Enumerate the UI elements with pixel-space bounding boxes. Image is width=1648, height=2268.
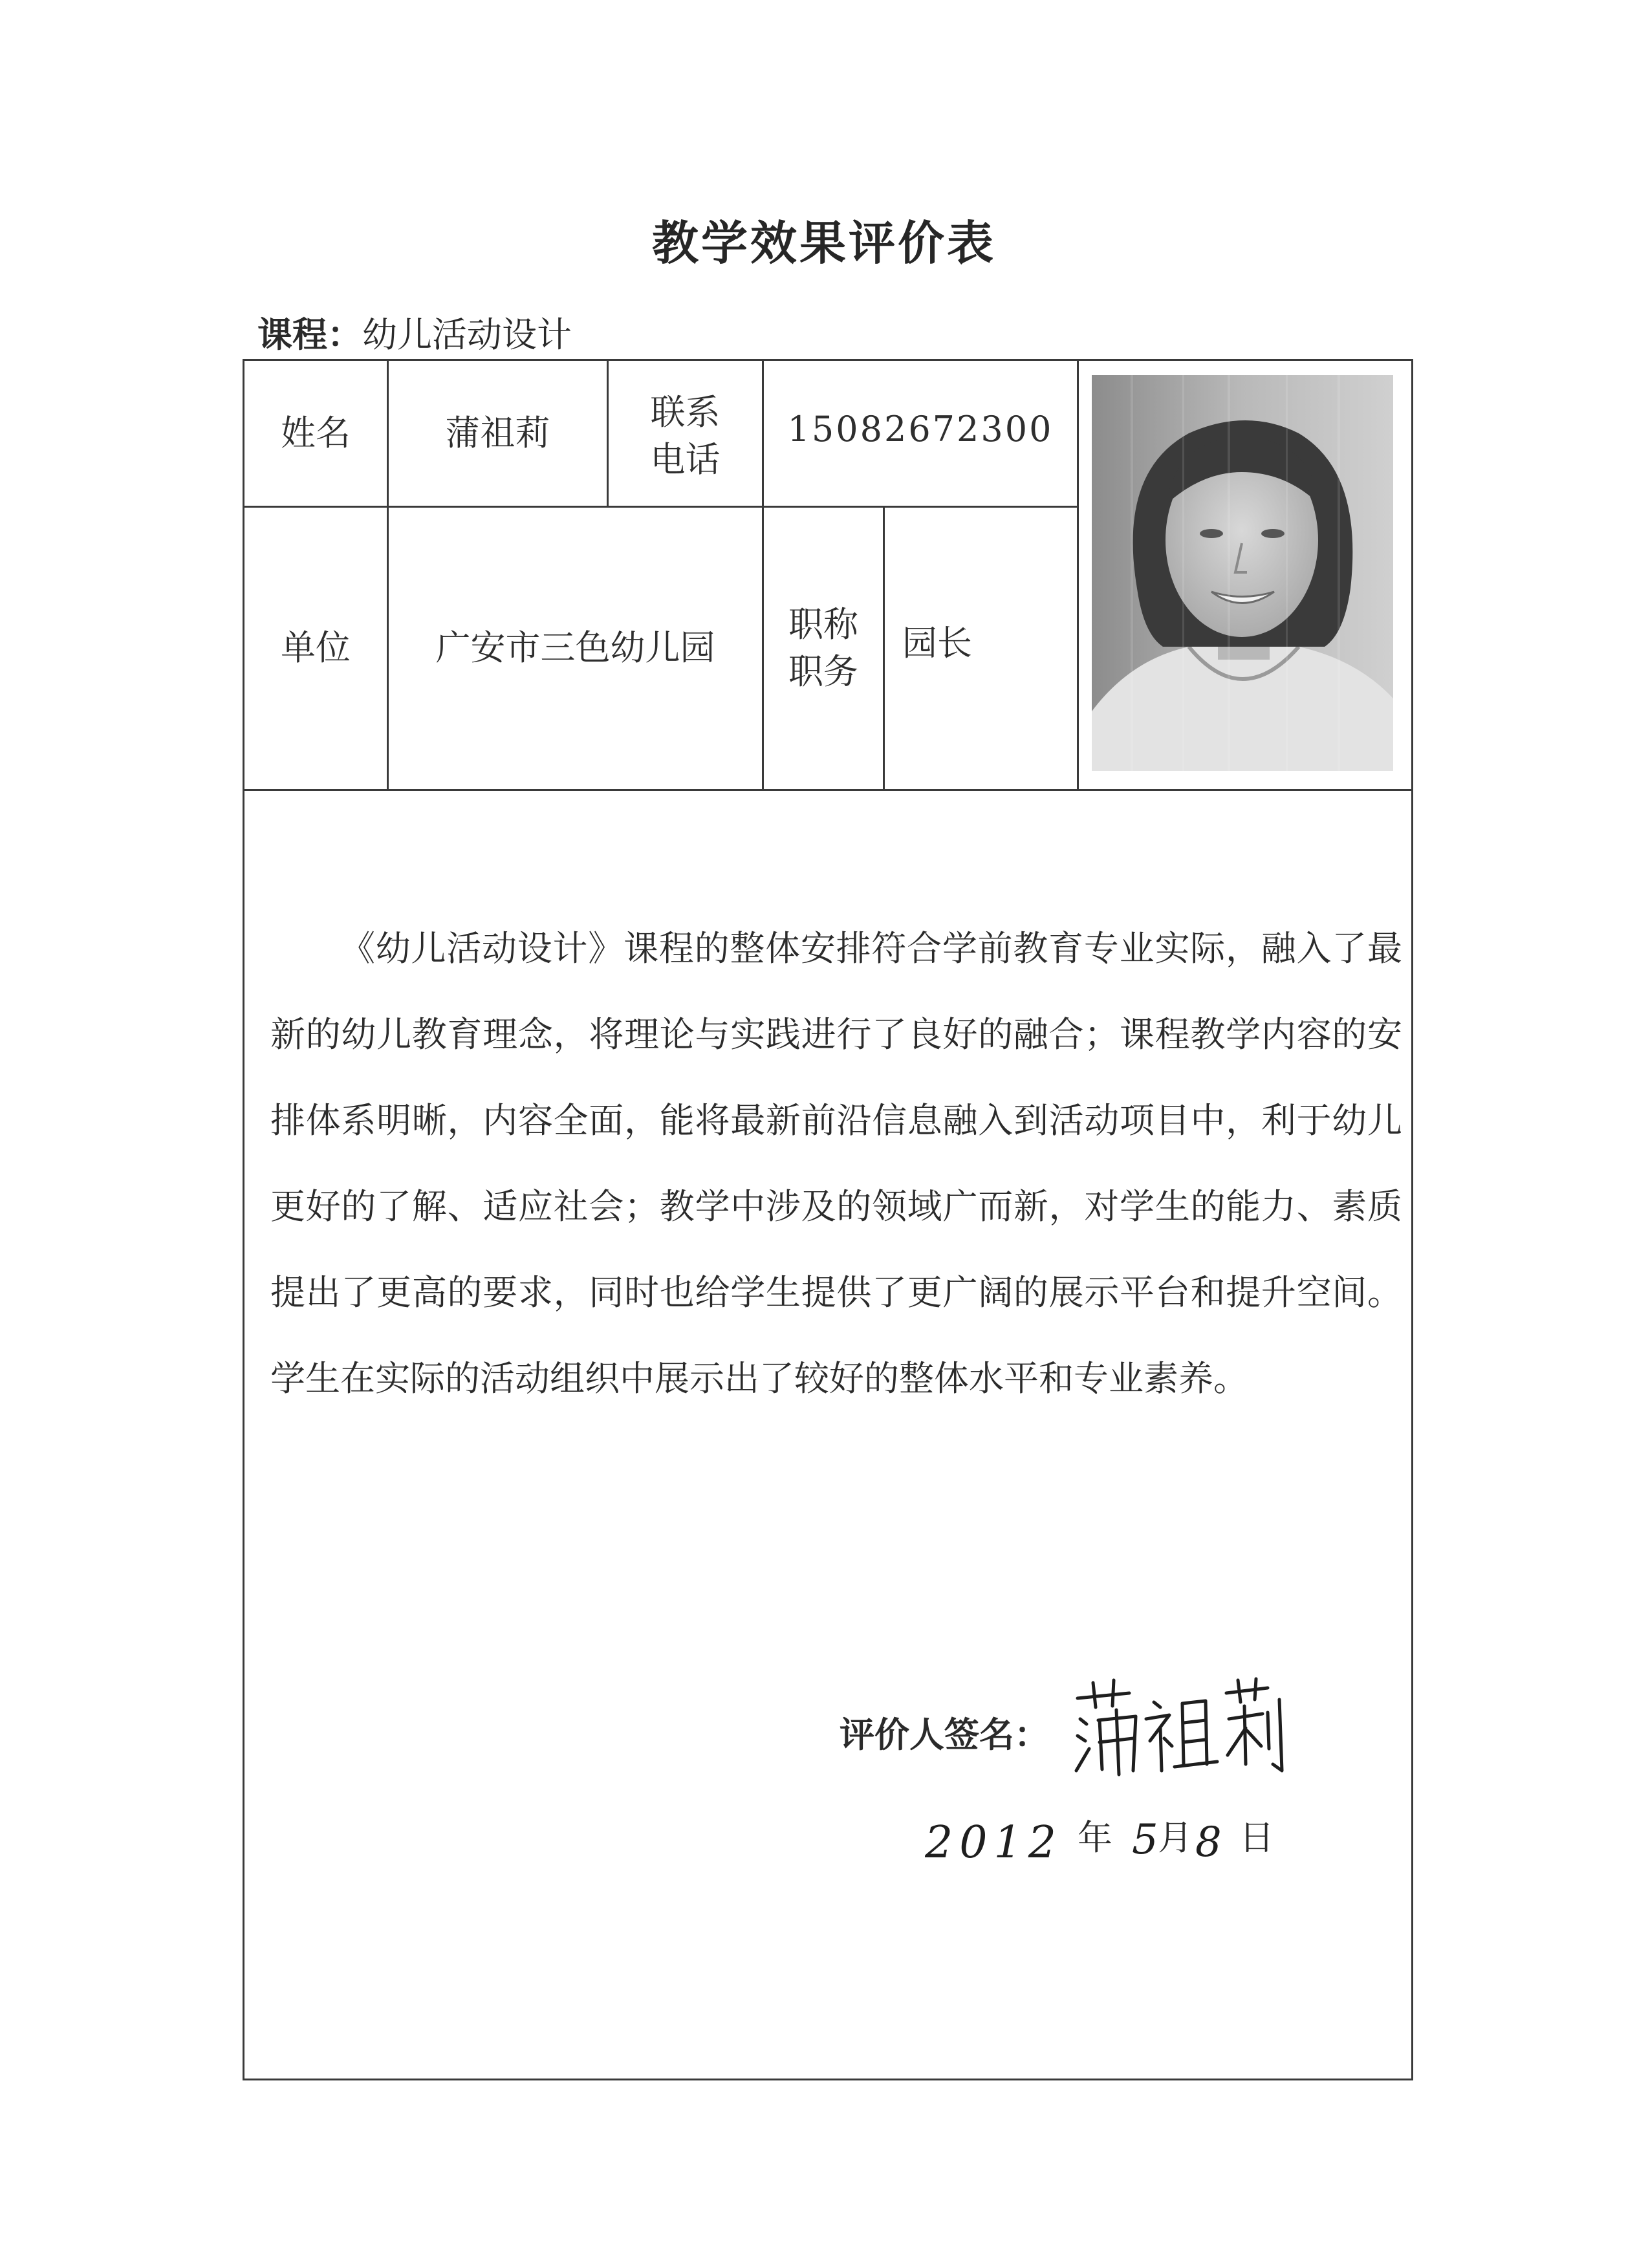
signature-icon xyxy=(1074,1674,1287,1784)
name-label: 姓名 xyxy=(281,412,351,453)
date-month: 5 xyxy=(1132,1816,1158,1864)
handwritten-date-icon xyxy=(925,1798,1313,1869)
name-value: 蒲祖莉 xyxy=(445,412,550,453)
unit-value: 广安市三色幼儿园 xyxy=(435,627,715,669)
portrait-icon xyxy=(1092,375,1393,771)
col-divider-title-label-right xyxy=(883,506,885,790)
course-value: 幼儿活动设计 xyxy=(362,314,572,355)
handwritten-signature xyxy=(1074,1674,1287,1784)
portrait-photo xyxy=(1092,375,1393,771)
document-title: 教学效果评价表 xyxy=(651,215,996,270)
table-border-bottom xyxy=(243,2079,1413,2080)
table-border-right xyxy=(1411,359,1413,2080)
phone-value: 15082672300 xyxy=(787,409,1054,449)
table-row-divider-2 xyxy=(243,789,1413,791)
phone-label: 联系 电话 xyxy=(650,392,721,480)
course-line xyxy=(257,307,572,357)
evaluation-text: 《幼儿活动设计》课程的整体安排符合学前教育专业实际，融入了最新的幼儿教育理念，将理论与实践进行了良好的融合；课程教学内容的安排体系明晰，内容全面，能将最新前沿信息融入到活动项目中，利于幼儿更好的了解、适应社会；教学中涉及的领域广而新，对学生的能力、素质提出了更高的要求，同时也给学生提供了更广阔的展示平台和提升空间。学生在实际的活动组织中展示出了较好的整体水平和专业素养。 xyxy=(270,928,1402,1399)
date-year: 2012 xyxy=(925,1817,1063,1868)
title-label: 职称 职务 xyxy=(788,603,858,692)
date-day-char: 日 xyxy=(1239,1817,1274,1858)
unit-label: 单位 xyxy=(281,627,351,669)
signature-date xyxy=(925,1798,1313,1869)
signature-label: 评价人签名： xyxy=(840,1714,1049,1755)
date-year-char: 年 xyxy=(1078,1817,1112,1858)
course-label: 课程： xyxy=(257,314,362,355)
date-day: 8 xyxy=(1195,1819,1222,1866)
date-month-char: 月 xyxy=(1158,1817,1193,1858)
col-divider-photo xyxy=(1077,359,1079,790)
title-value: 园长 xyxy=(902,622,972,664)
